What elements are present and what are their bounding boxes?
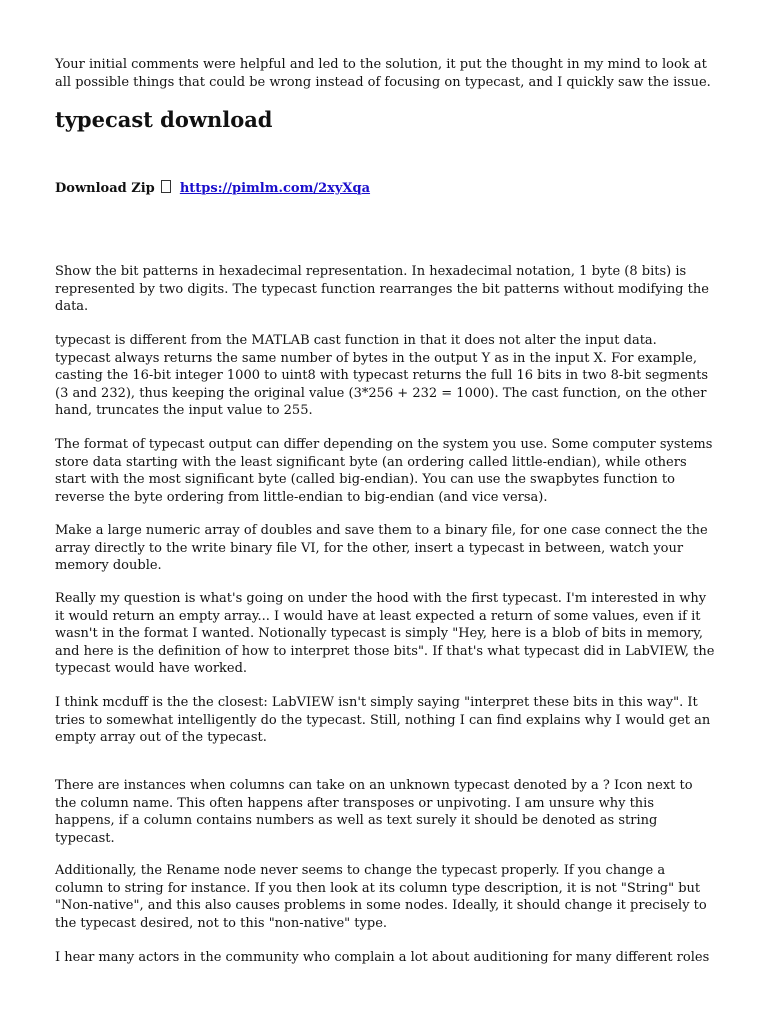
paragraph-3: The format of typecast output can differ depending on the system you use. Some computer systems store data starting with the least significant byte (an ordering called little-endian), while others start with the most significant byte (called big-endian). You can use the swapbytes function to reverse the byte ordering from little-endian to big-endian (and vice versa). (55, 437, 713, 505)
paragraph-1: Show the bit patterns in hexadecimal representation. In hexadecimal notation, 1 byte (8 bits) is represented by two digits. The typecast function rearranges the bit patterns without modifying the data. (55, 264, 709, 315)
page-title: typecast download (55, 107, 273, 132)
intro-paragraph: Your initial comments were helpful and led to the solution, it put the thought in my mind to look at all possible things that could be wrong instead of focusing on typecast, and I quickly saw the issue. (55, 57, 711, 90)
download-label: Download Zip (55, 181, 155, 196)
paragraph-4: Make a large numeric array of doubles and save them to a binary file, for one case connect the the array directly to the write binary file VI, for the other, insert a typecast in between, watch your memory double. (55, 523, 708, 574)
paragraph-2: typecast is different from the MATLAB cast function in that it does not alter the input data. typecast always returns the same number of bytes in the output Y as in the input X. For example, casting the 16-bit integer 1000 to uint8 with typecast returns the full 16 bits in two 8-bit segments (3 and 232), thus keeping the original value (3*256 + 232 = 1000). The cast function, on the other hand, truncates the input value to 255. (55, 333, 709, 419)
missing-glyph-icon (161, 180, 171, 193)
paragraph-6: I think mcduff is the the closest: LabVIEW isn't simply saying "interpret these bits in this way". It tries to somewhat intelligently do the typecast. Still, nothing I can find explains why I would get an empty array out of the typecast. (55, 695, 711, 746)
download-line (55, 180, 370, 198)
paragraph-8: Additionally, the Rename node never seems to change the typecast properly. If you change a column to string for instance. If you then look at its column type description, it is not "String" but "Non-native", and this also causes problems in some nodes. Ideally, it should change it precisely to the typecast desired, not to this "non-native" type. (55, 863, 707, 931)
paragraph-7: There are instances when columns can take on an unknown typecast denoted by a ? Icon next to the column name. This often happens after transposes or unpivoting. I am unsure why this happens, if a column contains numbers as well as text surely it should be denoted as string typecast. (55, 778, 693, 846)
download-link[interactable]: https://pimlm.com/2xyXqa (179, 181, 371, 196)
paragraph-9: I hear many actors in the community who complain a lot about auditioning for many different roles (55, 950, 710, 965)
paragraph-5: Really my question is what's going on under the hood with the first typecast. I'm interested in why it would return an empty array... I would have at least expected a return of some values, even if it wasn't in the format I wanted. Notionally typecast is simply "Hey, here is a blob of bits in memory, and here is the definition of how to interpret those bits". If that's what typecast did in LabVIEW, the typecast would have worked. (55, 591, 715, 677)
